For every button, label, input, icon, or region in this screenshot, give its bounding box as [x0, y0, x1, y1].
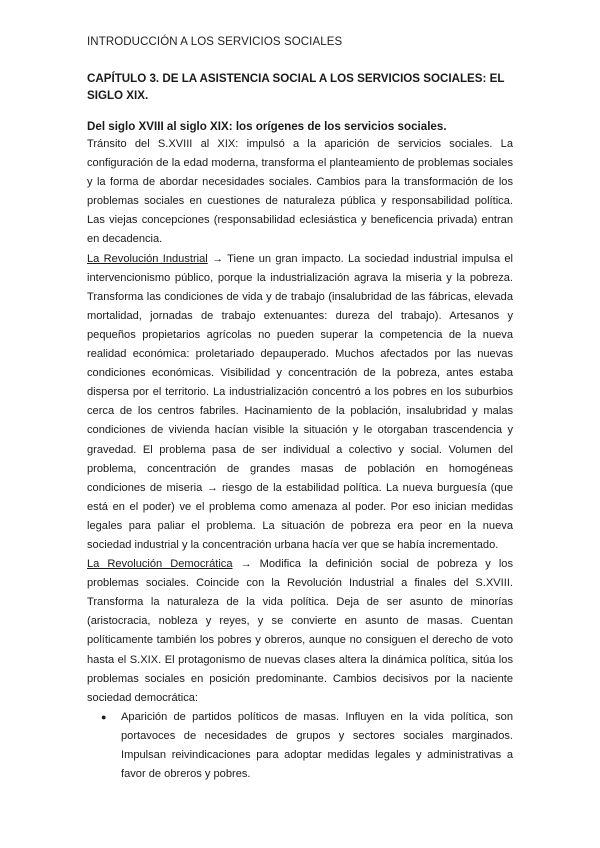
list-item-text: Aparición de partidos políticos de masas. Influyen en la vida política, son portavoces de necesidades de grupos y sectores sociales marginados. Impulsan reivindicaciones para adoptar medidas legales y administrativas a favor de obreros y pobres. — [121, 710, 513, 781]
section-title: Del siglo XVIII al siglo XIX: los orígenes de los servicios sociales. — [87, 120, 447, 133]
running-header: INTRODUCCIÓN A LOS SERVICIOS SOCIALES — [87, 36, 343, 48]
industrial-paragraph — [87, 250, 513, 556]
chapter-title: CAPÍTULO 3. DE LA ASISTENCIA SOCIAL A LOS SERVICIOS SOCIALES: EL SIGLO XIX. — [87, 72, 505, 102]
intro-paragraph: Tránsito del S.XVIII al XIX: impulsó a la aparición de servicios sociales. La configuración de la edad moderna, transforma el planteamiento de problemas sociales y la forma de abordar necesidades sociales. Cambios para la transformación de los problemas sociales en cuestiones de naturaleza pública y responsabilidad política. Las viejas concepciones (responsabilidad eclesiástica y beneficencia privada) entran en decadencia. — [87, 138, 513, 246]
democratic-text: → Modifica la definición social de pobreza y los problemas sociales. Coincide con la Revolución Industrial a finales del S.XVIII. Transforma la naturaleza de la vida política. Deja de ser asunto de minorías (aristocracia, nobleza y reyes, y se convierte en asunto de masas. Cuentan políticamente también los pobres y obreros, aunque no consiguen el derecho de voto hasta el S.XIX. El protagonismo de nuevas clases altera la dinámica política, sitúa los problemas sociales en posición predominante. Cambios decisivos por la naciente sociedad democrática: — [87, 558, 514, 704]
democratic-term: La Revolución Democrática — [87, 558, 233, 571]
bullet-icon: ● — [101, 711, 107, 722]
list-item — [87, 708, 513, 784]
democratic-paragraph — [87, 555, 513, 708]
industrial-term: La Revolución Industrial — [87, 252, 208, 265]
industrial-text: → Tiene un gran impacto. La sociedad industrial impulsa el intervencionismo público, porque la industrialización agrava la miseria y la pobreza. Transforma las condiciones de vida y de trabajo (insalubridad de las fábricas, elevada mortalidad, jornadas de trabajo extenuantes: dureza del trabajo). Artesanos y pequeños propietarios agrícolas no pueden superar la competencia de la nueva realidad económica: proletariado depauperado. Muchos afectados por las nuevas condiciones económicas. Visibilidad y concentración de la pobreza, antes estaba dispersa por el territorio. La industrialización concentró a los pobres en los suburbios cerca de los centros fabriles. Hacinamiento de la población, insalubridad y malas condiciones de vivienda hacían visible la situación y le otorgaban trascendencia y gravedad. El problema pasa de ser individual a colectivo y social. Volumen del problema, concentración de grandes masas de población en homogéneas condiciones de miseria → riesgo de la estabilidad política. La nueva burguesía (que está en el poder) ve el problema como amenaza al poder. Por eso inician medidas legales para paliar el problema. La situación de pobreza era peor en la nueva sociedad industrial y la concentración urbana hacía ver que se había incrementado. — [87, 252, 513, 551]
bullet-list — [87, 708, 513, 784]
